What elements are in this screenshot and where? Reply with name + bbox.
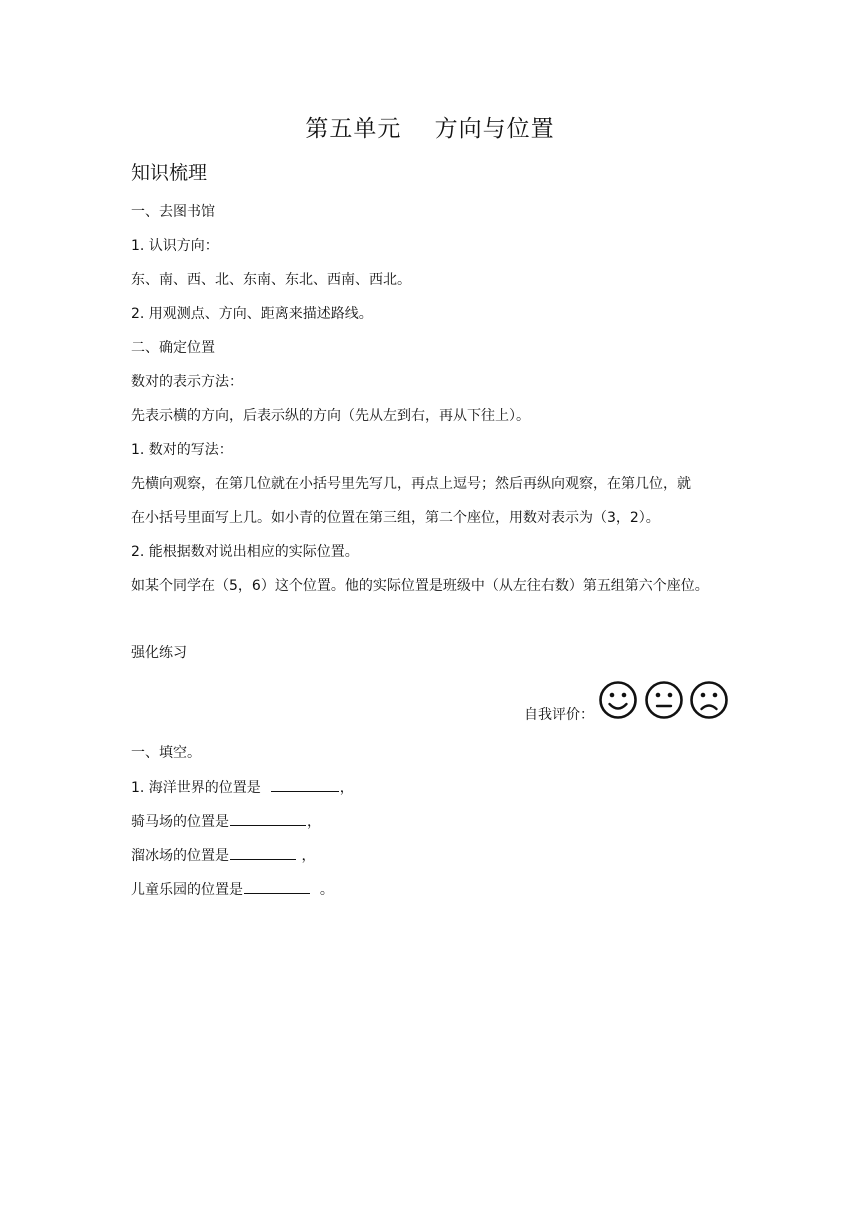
subheading-position: 二、确定位置 bbox=[131, 340, 215, 356]
pair-writing-text-2: 在小括号里面写上几。如小青的位置在第三组，第二个座位，用数对表示为（3，2）。 bbox=[131, 510, 660, 526]
neutral-face-icon[interactable] bbox=[644, 680, 684, 720]
subheading-library: 一、去图书馆 bbox=[131, 204, 215, 220]
answer-blank[interactable] bbox=[271, 777, 339, 792]
self-eval-label: 自我评价： bbox=[524, 707, 594, 723]
fill-item-label: 溜冰场的位置是 bbox=[131, 848, 229, 864]
point-pair-writing: 1. 数对的写法： bbox=[131, 442, 233, 458]
sad-face-icon[interactable] bbox=[689, 680, 729, 720]
point-pair-location: 2. 能根据数对说出相应的实际位置。 bbox=[131, 544, 359, 560]
point-describe-route: 2. 用观测点、方向、距离来描述路线。 bbox=[131, 306, 373, 322]
fill-item-ice-rink bbox=[131, 845, 315, 866]
pair-notation-rule: 先表示横的方向，后表示纵的方向（先从左到右，再从下往上）。 bbox=[131, 408, 530, 424]
pair-notation-label: 数对的表示方法： bbox=[131, 374, 243, 390]
fill-item-ocean-world bbox=[131, 777, 354, 798]
self-eval-faces bbox=[598, 680, 732, 722]
directions-list: 东、南、西、北、东南、东北、西南、西北。 bbox=[131, 272, 411, 288]
answer-blank[interactable] bbox=[230, 845, 296, 860]
fill-item-label: 儿童乐园的位置是 bbox=[131, 882, 243, 898]
fill-item-punct: ， bbox=[339, 780, 354, 796]
pair-location-example: 如某个同学在（5，6）这个位置。他的实际位置是班级中（从左往右数）第五组第六个座位。 bbox=[131, 578, 709, 594]
fill-item-punct: 。 bbox=[311, 882, 334, 898]
fill-item-kids-park bbox=[131, 879, 334, 900]
happy-face-icon[interactable] bbox=[598, 680, 638, 720]
section-heading: 知识梳理 bbox=[131, 162, 208, 184]
practice-heading: 强化练习 bbox=[131, 645, 187, 661]
page-title: 第五单元 方向与位置 bbox=[305, 116, 555, 142]
fill-item-label: 骑马场的位置是 bbox=[131, 814, 229, 830]
fill-item-label: 1. 海洋世界的位置是 bbox=[131, 780, 270, 796]
point-recognize-direction: 1. 认识方向： bbox=[131, 238, 219, 254]
answer-blank[interactable] bbox=[230, 811, 306, 826]
fill-item-punct: ， bbox=[307, 814, 321, 830]
fill-item-punct: ， bbox=[297, 848, 316, 864]
answer-blank[interactable] bbox=[244, 879, 310, 894]
pair-writing-text-1: 先横向观察，在第几位就在小括号里先写几，再点上逗号；然后再纵向观察，在第几位，就 bbox=[131, 476, 691, 492]
fill-heading: 一、填空。 bbox=[131, 745, 201, 761]
fill-item-horse-ranch bbox=[131, 811, 321, 832]
